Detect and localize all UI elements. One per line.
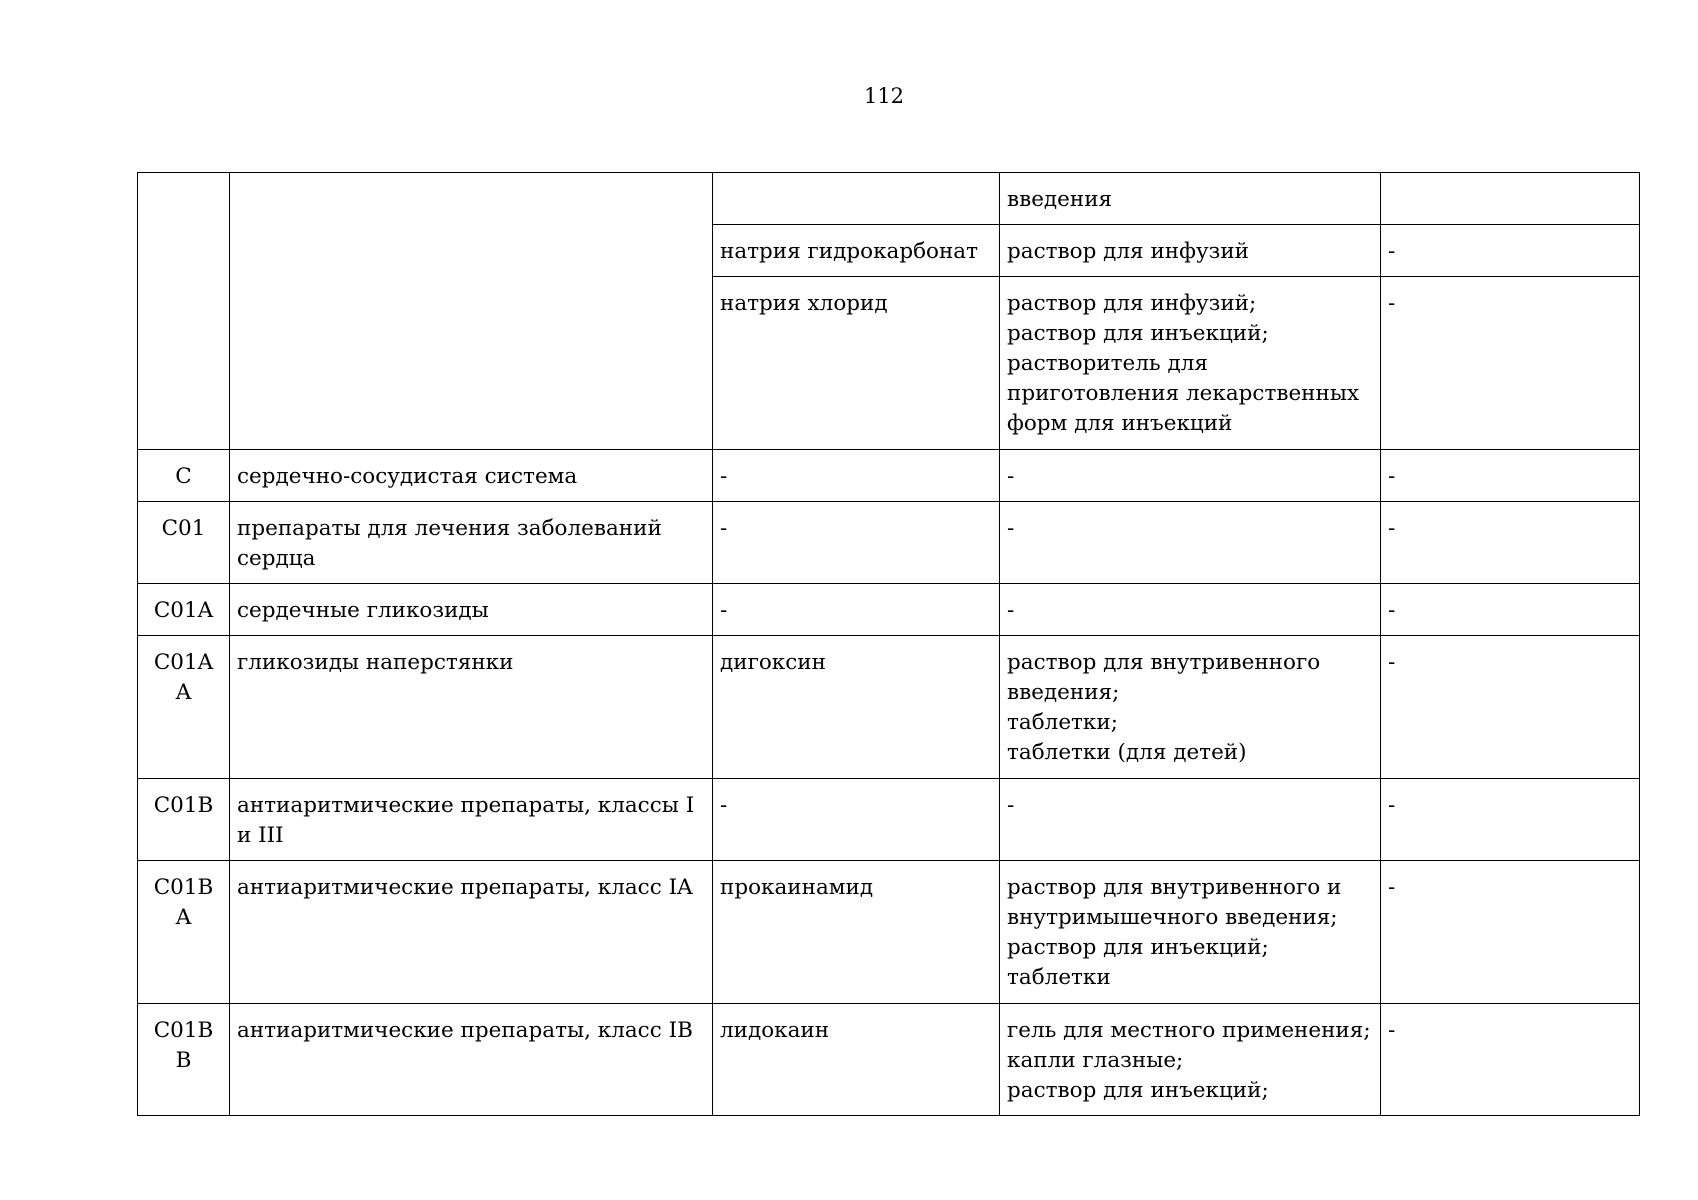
group-cell bbox=[230, 173, 713, 450]
atc-code-cell bbox=[138, 173, 230, 450]
dosage-form-cell: гель для местного применения; капли глазные; раствор для инъекций; bbox=[1000, 1004, 1381, 1116]
dosage-form-cell: раствор для инфузий bbox=[1000, 225, 1381, 277]
group-cell: антиаритмические препараты, класс IB bbox=[230, 1004, 713, 1116]
drug-cell: натрия гидрокарбонат bbox=[713, 225, 1000, 277]
dosage-form-cell: раствор для инфузий; раствор для инъекций; растворитель для приготовления лекарственных форм для инъекций bbox=[1000, 277, 1381, 450]
extra-cell bbox=[1381, 173, 1640, 225]
dosage-form-cell: - bbox=[1000, 584, 1381, 636]
drug-cell: прокаинамид bbox=[713, 861, 1000, 1004]
atc-code-cell: C01B bbox=[138, 779, 230, 861]
extra-cell: - bbox=[1381, 636, 1640, 779]
dosage-form-cell: введения bbox=[1000, 173, 1381, 225]
group-cell: препараты для лечения заболеваний сердца bbox=[230, 502, 713, 584]
atc-code-cell: C01 bbox=[138, 502, 230, 584]
drug-cell: лидокаин bbox=[713, 1004, 1000, 1116]
dosage-form-cell: - bbox=[1000, 779, 1381, 861]
drug-table bbox=[137, 172, 1640, 1116]
drug-cell: - bbox=[713, 502, 1000, 584]
drug-cell bbox=[713, 173, 1000, 225]
drug-cell: - bbox=[713, 450, 1000, 502]
extra-cell: - bbox=[1381, 450, 1640, 502]
drug-cell: - bbox=[713, 584, 1000, 636]
page-number: 112 bbox=[863, 84, 905, 108]
extra-cell: - bbox=[1381, 225, 1640, 277]
drug-cell: - bbox=[713, 779, 1000, 861]
table-row bbox=[138, 779, 1640, 861]
drug-cell: дигоксин bbox=[713, 636, 1000, 779]
dosage-form-cell: - bbox=[1000, 502, 1381, 584]
table-row bbox=[138, 1004, 1640, 1116]
group-cell: антиаритмические препараты, классы I и III bbox=[230, 779, 713, 861]
extra-cell: - bbox=[1381, 1004, 1640, 1116]
table-row bbox=[138, 173, 1640, 225]
extra-cell: - bbox=[1381, 584, 1640, 636]
atc-code-cell: C01A bbox=[138, 584, 230, 636]
extra-cell: - bbox=[1381, 277, 1640, 450]
group-cell: гликозиды наперстянки bbox=[230, 636, 713, 779]
table-row bbox=[138, 502, 1640, 584]
group-cell: антиаритмические препараты, класс IA bbox=[230, 861, 713, 1004]
extra-cell: - bbox=[1381, 779, 1640, 861]
atc-code-cell: C01A A bbox=[138, 636, 230, 779]
group-cell: сердечно-сосудистая система bbox=[230, 450, 713, 502]
table-row bbox=[138, 584, 1640, 636]
table-row bbox=[138, 861, 1640, 1004]
extra-cell: - bbox=[1381, 861, 1640, 1004]
atc-code-cell: C01B B bbox=[138, 1004, 230, 1116]
atc-code-cell: C01B A bbox=[138, 861, 230, 1004]
table-row bbox=[138, 636, 1640, 779]
atc-code-cell: C bbox=[138, 450, 230, 502]
dosage-form-cell: раствор для внутривенного введения; таблетки; таблетки (для детей) bbox=[1000, 636, 1381, 779]
drug-cell: натрия хлорид bbox=[713, 277, 1000, 450]
group-cell: сердечные гликозиды bbox=[230, 584, 713, 636]
extra-cell: - bbox=[1381, 502, 1640, 584]
dosage-form-cell: раствор для внутривенного и внутримышечного введения; раствор для инъекций; таблетки bbox=[1000, 861, 1381, 1004]
dosage-form-cell: - bbox=[1000, 450, 1381, 502]
table-row bbox=[138, 450, 1640, 502]
